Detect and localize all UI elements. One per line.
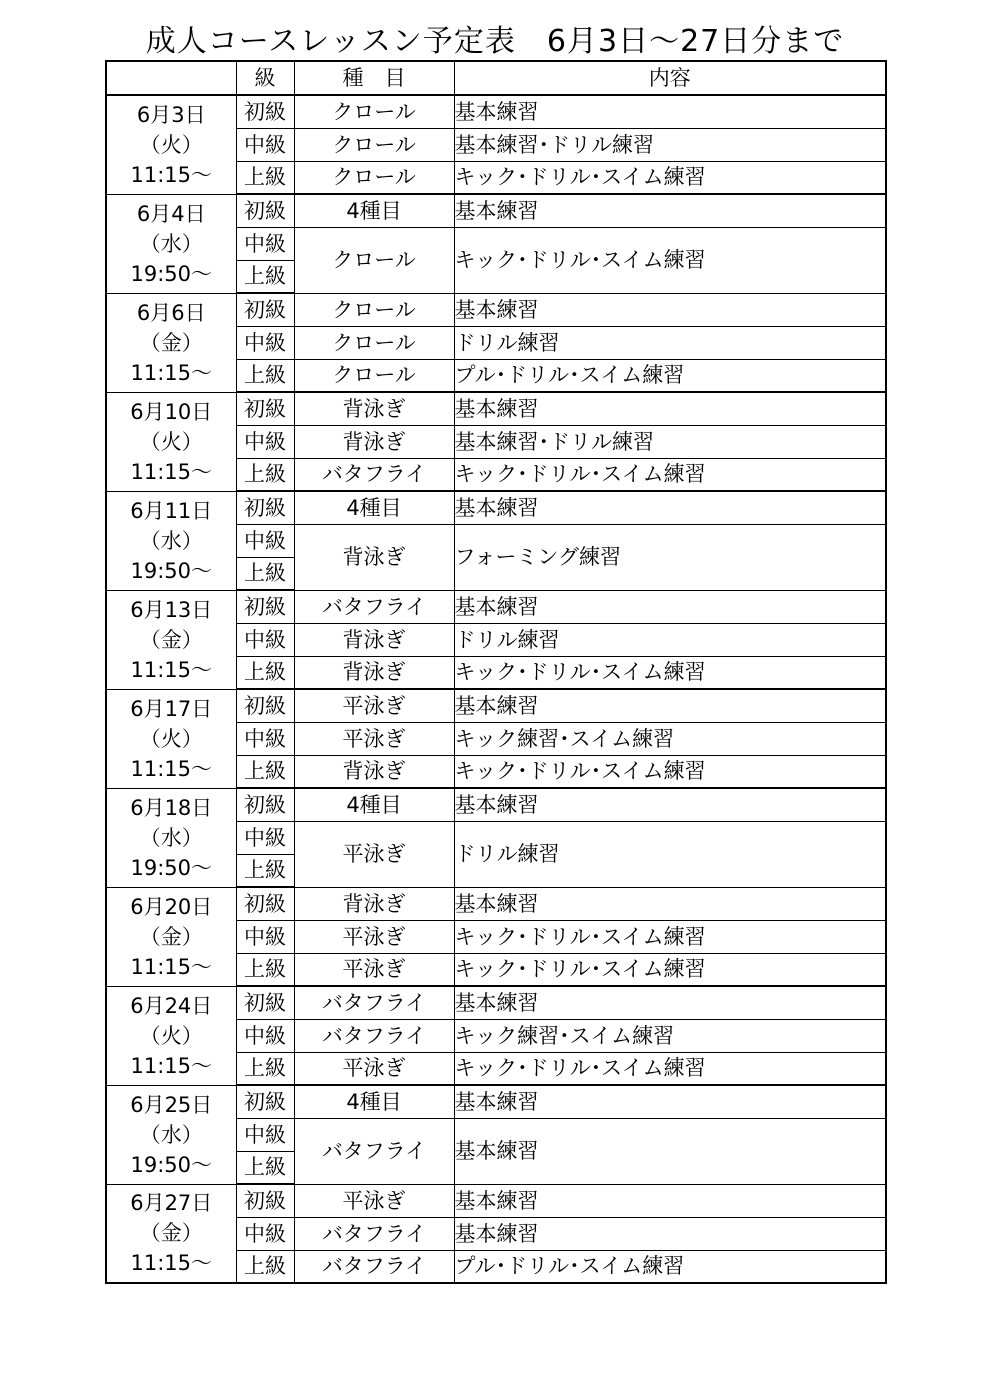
schedule-body [106, 95, 886, 1283]
content-cell: キック･ドリル･スイム練習 [454, 755, 886, 788]
content-cell: 基本練習 [454, 986, 886, 1019]
session-date-cell [106, 293, 236, 392]
table-row [106, 1184, 886, 1217]
session-time: 19:50～ [130, 855, 213, 880]
stroke-cell: 4種目 [294, 788, 454, 821]
content-cell: キック･ドリル･スイム練習 [454, 458, 886, 491]
content-cell: ドリル練習 [454, 326, 886, 359]
stroke-cell: クロール [294, 227, 454, 293]
session-date: 6月17日 [130, 696, 213, 721]
content-cell: 基本練習 [454, 590, 886, 623]
stroke-cell: 平泳ぎ [294, 1184, 454, 1217]
stroke-cell: 背泳ぎ [294, 755, 454, 788]
session-date: 6月6日 [136, 300, 206, 325]
content-cell: 基本練習･ドリル練習 [454, 425, 886, 458]
session-day: （金） [139, 627, 203, 652]
level-cell: 初級 [236, 293, 294, 326]
level-cell: 中級 [236, 326, 294, 359]
level-cell: 中級 [236, 920, 294, 953]
level-cell: 上級 [236, 1151, 294, 1184]
level-cell: 初級 [236, 1184, 294, 1217]
stroke-cell: バタフライ [294, 590, 454, 623]
level-cell: 初級 [236, 491, 294, 524]
stroke-cell: クロール [294, 161, 454, 194]
level-cell: 上級 [236, 557, 294, 590]
session-date-cell [106, 788, 236, 887]
level-cell: 上級 [236, 656, 294, 689]
header-date [106, 61, 236, 95]
session-day: （火） [139, 726, 203, 751]
stroke-cell: バタフライ [294, 1118, 454, 1184]
session-date-cell [106, 491, 236, 590]
level-cell: 中級 [236, 821, 294, 854]
table-row [106, 194, 886, 227]
level-cell: 初級 [236, 590, 294, 623]
content-cell: 基本練習 [454, 194, 886, 227]
level-cell: 中級 [236, 1217, 294, 1250]
stroke-cell: 平泳ぎ [294, 920, 454, 953]
session-day: （火） [139, 1023, 203, 1048]
level-cell: 中級 [236, 623, 294, 656]
session-date-cell [106, 392, 236, 491]
level-cell: 初級 [236, 392, 294, 425]
session-day: （金） [139, 330, 203, 355]
table-row [106, 293, 886, 326]
content-cell: 基本練習 [454, 1118, 886, 1184]
table-row [106, 491, 886, 524]
session-day: （水） [139, 231, 203, 256]
content-cell: プル･ドリル･スイム練習 [454, 1250, 886, 1283]
session-time: 19:50～ [130, 261, 213, 286]
level-cell: 上級 [236, 458, 294, 491]
content-cell: キック･ドリル･スイム練習 [454, 227, 886, 293]
content-cell: 基本練習 [454, 1184, 886, 1217]
table-row [106, 392, 886, 425]
stroke-cell: 4種目 [294, 194, 454, 227]
content-cell: フォーミング練習 [454, 524, 886, 590]
stroke-cell: 平泳ぎ [294, 953, 454, 986]
table-row [106, 1085, 886, 1118]
content-cell: キック･ドリル･スイム練習 [454, 953, 886, 986]
content-cell: キック･ドリル･スイム練習 [454, 920, 886, 953]
content-cell: 基本練習 [454, 293, 886, 326]
stroke-cell: 平泳ぎ [294, 689, 454, 722]
session-date: 6月25日 [130, 1092, 213, 1117]
content-cell: キック･ドリル･スイム練習 [454, 1052, 886, 1085]
stroke-cell: クロール [294, 326, 454, 359]
level-cell: 初級 [236, 194, 294, 227]
session-time: 11:15～ [130, 162, 213, 187]
level-cell: 初級 [236, 1085, 294, 1118]
stroke-cell: 背泳ぎ [294, 887, 454, 920]
session-time: 11:15～ [130, 459, 213, 484]
content-cell: キック･ドリル･スイム練習 [454, 161, 886, 194]
session-day: （金） [139, 1221, 203, 1246]
header-stroke: 種 目 [294, 61, 454, 95]
level-cell: 初級 [236, 689, 294, 722]
level-cell: 上級 [236, 161, 294, 194]
stroke-cell: 4種目 [294, 1085, 454, 1118]
content-cell: キック練習･スイム練習 [454, 1019, 886, 1052]
session-date-cell [106, 986, 236, 1085]
level-cell: 中級 [236, 524, 294, 557]
table-row [106, 689, 886, 722]
session-date: 6月4日 [136, 201, 206, 226]
stroke-cell: 平泳ぎ [294, 1052, 454, 1085]
content-cell: キック練習･スイム練習 [454, 722, 886, 755]
stroke-cell: バタフライ [294, 458, 454, 491]
stroke-cell: バタフライ [294, 1019, 454, 1052]
table-row [106, 887, 886, 920]
content-cell: 基本練習 [454, 788, 886, 821]
session-date: 6月18日 [130, 795, 213, 820]
session-date: 6月20日 [130, 894, 213, 919]
session-date: 6月24日 [130, 993, 213, 1018]
session-date-cell [106, 590, 236, 689]
session-date-cell [106, 1184, 236, 1283]
page-title: 成人コースレッスン予定表 6月3日～27日分まで [145, 24, 845, 59]
session-date-cell [106, 689, 236, 788]
session-date: 6月11日 [130, 498, 213, 523]
session-time: 19:50～ [130, 1152, 213, 1177]
level-cell: 上級 [236, 1250, 294, 1283]
stroke-cell: 平泳ぎ [294, 821, 454, 887]
level-cell: 中級 [236, 722, 294, 755]
level-cell: 上級 [236, 953, 294, 986]
level-cell: 中級 [236, 425, 294, 458]
stroke-cell: 背泳ぎ [294, 524, 454, 590]
content-cell: 基本練習 [454, 689, 886, 722]
session-date-cell [106, 95, 236, 194]
table-row [106, 788, 886, 821]
content-cell: キック･ドリル･スイム練習 [454, 656, 886, 689]
content-cell: 基本練習 [454, 1217, 886, 1250]
level-cell: 上級 [236, 1052, 294, 1085]
level-cell: 中級 [236, 1019, 294, 1052]
stroke-cell: クロール [294, 359, 454, 392]
header-row [106, 61, 886, 95]
level-cell: 中級 [236, 227, 294, 260]
stroke-cell: バタフライ [294, 1250, 454, 1283]
session-date-cell [106, 194, 236, 293]
level-cell: 初級 [236, 95, 294, 128]
level-cell: 初級 [236, 986, 294, 1019]
session-date-cell [106, 887, 236, 986]
session-date: 6月27日 [130, 1191, 213, 1216]
stroke-cell: 背泳ぎ [294, 392, 454, 425]
level-cell: 初級 [236, 887, 294, 920]
stroke-cell: クロール [294, 293, 454, 326]
session-date: 6月10日 [130, 399, 213, 424]
session-time: 19:50～ [130, 558, 213, 583]
session-date: 6月13日 [130, 597, 213, 622]
session-time: 11:15～ [130, 1053, 213, 1078]
content-cell: 基本練習 [454, 887, 886, 920]
stroke-cell: バタフライ [294, 986, 454, 1019]
level-cell: 上級 [236, 260, 294, 293]
stroke-cell: バタフライ [294, 1217, 454, 1250]
stroke-cell: 平泳ぎ [294, 722, 454, 755]
table-row [106, 95, 886, 128]
level-cell: 上級 [236, 755, 294, 788]
session-time: 11:15～ [130, 360, 213, 385]
level-cell: 初級 [236, 788, 294, 821]
content-cell: 基本練習 [454, 95, 886, 128]
level-cell: 上級 [236, 854, 294, 887]
table-row [106, 986, 886, 1019]
level-cell: 中級 [236, 1118, 294, 1151]
session-day: （水） [139, 528, 203, 553]
level-cell: 上級 [236, 359, 294, 392]
content-cell: ドリル練習 [454, 623, 886, 656]
header-level: 級 [236, 61, 294, 95]
table-row [106, 590, 886, 623]
session-time: 11:15～ [130, 954, 213, 979]
content-cell: 基本練習･ドリル練習 [454, 128, 886, 161]
schedule-table [105, 60, 887, 1284]
session-time: 11:15～ [130, 1251, 213, 1276]
session-day: （水） [139, 825, 203, 850]
stroke-cell: 背泳ぎ [294, 656, 454, 689]
stroke-cell: クロール [294, 95, 454, 128]
stroke-cell: 背泳ぎ [294, 425, 454, 458]
content-cell: 基本練習 [454, 491, 886, 524]
session-day: （金） [139, 924, 203, 949]
session-day: （水） [139, 1122, 203, 1147]
stroke-cell: 4種目 [294, 491, 454, 524]
content-cell: 基本練習 [454, 392, 886, 425]
content-cell: 基本練習 [454, 1085, 886, 1118]
session-time: 11:15～ [130, 657, 213, 682]
session-day: （火） [139, 429, 203, 454]
level-cell: 中級 [236, 128, 294, 161]
session-date-cell [106, 1085, 236, 1184]
header-content: 内容 [454, 61, 886, 95]
session-day: （火） [139, 132, 203, 157]
content-cell: プル･ドリル･スイム練習 [454, 359, 886, 392]
stroke-cell: 背泳ぎ [294, 623, 454, 656]
content-cell: ドリル練習 [454, 821, 886, 887]
session-date: 6月3日 [136, 102, 206, 127]
session-time: 11:15～ [130, 756, 213, 781]
stroke-cell: クロール [294, 128, 454, 161]
